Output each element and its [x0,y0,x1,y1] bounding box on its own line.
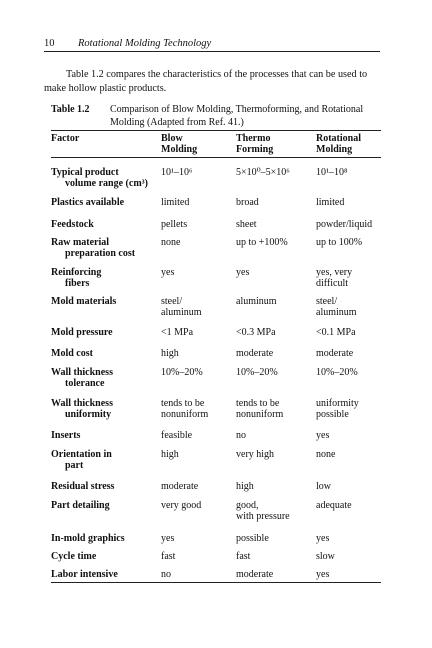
table-cell-blow [161,219,233,230]
cell-line: moderate [236,348,274,359]
cell-line: nonuniform [236,409,284,420]
table-caption-text: Comparison of Blow Molding, Thermoforming, and Rotational Molding (Adapted from Ref. 41.) [110,104,364,128]
table-cell-blow [161,237,233,248]
cell-line: difficult [316,278,349,289]
cell-line: yes [161,267,175,278]
cell-line: Orientation in [51,449,112,460]
table-cell-blow [161,327,233,338]
cell-line: very good [161,500,202,511]
cell-line: Wall thickness [51,398,113,409]
cell-line: Typical product [51,167,119,178]
cell-line: good, [236,500,259,511]
cell-line: no [236,430,246,441]
table-cell-factor [51,327,159,338]
cell-line: 10%–20% [236,367,278,378]
table-cell-blow [161,551,233,562]
table-cell-blow [161,167,233,178]
cell-line: uniformity [65,409,112,420]
table-top-rule [51,130,381,131]
table-cell-factor [51,449,159,471]
cell-line: 10¹–10⁶ [161,167,193,178]
table-cell-thermo [236,551,314,562]
cell-line: Raw material [51,237,110,248]
column-header-line: Thermo [236,133,271,144]
table-cell-blow [161,296,233,318]
table-cell-thermo [236,237,314,248]
cell-line: steel/ [316,296,338,307]
table-cell-thermo [236,167,314,178]
cell-line: 10%–20% [316,367,358,378]
cell-line: <0.1 MPa [316,327,356,338]
cell-line: yes, very [316,267,353,278]
column-header-blow-molding [161,133,197,155]
table-cell-factor [51,533,159,544]
table-cell-factor [51,267,159,289]
table-cell-factor [51,481,159,492]
cell-line: preparation cost [65,248,136,259]
cell-line: yes [236,267,250,278]
cell-line: yes [161,533,175,544]
cell-line: fibers [65,278,90,289]
cell-line: with pressure [236,511,290,522]
cell-line: fast [161,551,176,562]
cell-line: tolerance [65,378,105,389]
cell-line: Mold cost [51,348,93,359]
table-cell-rotational [316,430,386,441]
cell-line: <1 MPa [161,327,194,338]
table-cell-blow [161,367,233,378]
cell-line: moderate [316,348,354,359]
cell-line: high [161,348,179,359]
table-cell-thermo [236,500,314,522]
cell-line: Labor intensive [51,569,118,580]
table-cell-rotational [316,348,386,359]
table-cell-blow [161,197,233,208]
table-cell-rotational [316,327,386,338]
table-cell-factor [51,167,159,189]
table-cell-rotational [316,219,386,230]
table-cell-factor [51,197,159,208]
page-number: 10 [44,38,55,49]
cell-line: aluminum [161,307,202,318]
table-cell-rotational [316,449,386,460]
cell-line: volume range (cm³) [65,178,148,189]
cell-line: Wall thickness [51,367,113,378]
cell-line: adequate [316,500,352,511]
cell-line: tends to be [236,398,280,409]
table-cell-thermo [236,348,314,359]
cell-line: Cycle time [51,551,97,562]
cell-line: yes [316,430,330,441]
column-header-line: Forming [236,144,274,155]
table-cell-rotational [316,533,386,544]
table-cell-rotational [316,267,386,289]
table-cell-factor [51,551,159,562]
cell-line: <0.3 MPa [236,327,276,338]
cell-line: high [236,481,254,492]
cell-line: moderate [161,481,199,492]
table-cell-thermo [236,219,314,230]
cell-line: fast [236,551,251,562]
table-label: Table 1.2 [51,104,90,115]
table-cell-factor [51,367,159,389]
table-cell-blow [161,267,233,278]
column-header-line: Molding [161,144,198,155]
table-cell-thermo [236,296,314,307]
cell-line: feasible [161,430,193,441]
table-cell-thermo [236,367,314,378]
table-cell-thermo [236,533,314,544]
cell-line: sheet [236,219,257,230]
table-cell-rotational [316,296,386,318]
cell-line: yes [316,569,330,580]
cell-line: low [316,481,331,492]
cell-line: nonuniform [161,409,209,420]
table-cell-blow [161,430,233,441]
table-cell-blow [161,481,233,492]
cell-line: none [161,237,181,248]
cell-line: none [316,449,336,460]
cell-line: 5×10⁰–5×10⁶ [236,167,290,178]
cell-line: slow [316,551,335,562]
cell-line: powder/liquid [316,219,373,230]
table-cell-factor [51,237,159,259]
column-header-rotational-molding [316,133,361,155]
cell-line: aluminum [316,307,357,318]
table-cell-factor [51,430,159,441]
table-cell-rotational [316,551,386,562]
table-cell-blow [161,398,233,420]
cell-line: up to 100% [316,237,363,248]
table-cell-thermo [236,398,314,420]
table-cell-thermo [236,481,314,492]
cell-line: high [161,449,179,460]
table-cell-thermo [236,197,314,208]
cell-line: yes [316,533,330,544]
cell-line: aluminum [236,296,277,307]
table-cell-thermo [236,569,314,580]
table-cell-thermo [236,430,314,441]
cell-line: tends to be [161,398,205,409]
table-cell-factor [51,398,159,420]
cell-line: steel/ [161,296,183,307]
table-cell-thermo [236,267,314,278]
cell-line: Mold materials [51,296,117,307]
cell-line: limited [316,197,345,208]
table-cell-blow [161,500,233,511]
table-cell-blow [161,348,233,359]
cell-line: Feedstock [51,219,94,230]
cell-line: uniformity [316,398,359,409]
table-cell-rotational [316,237,386,248]
cell-line: moderate [236,569,274,580]
cell-line: Plastics available [51,197,125,208]
table-cell-factor [51,348,159,359]
column-header-line: Molding [316,144,353,155]
table-cell-rotational [316,167,386,178]
cell-line: possible [236,533,269,544]
column-header-factor: Factor [51,133,80,144]
intro-paragraph: Table 1.2 compares the characteristics of the processes that can be used to make hollow plastic products. [44,69,368,94]
column-header-line: Blow [161,133,183,144]
table-cell-rotational [316,367,386,378]
cell-line: possible [316,409,349,420]
column-header-line: Rotational [316,133,361,144]
table-cell-blow [161,449,233,460]
cell-line: no [161,569,171,580]
table-cell-factor [51,569,159,580]
cell-line: Part detailing [51,500,110,511]
cell-line: Inserts [51,430,81,441]
cell-line: In-mold graphics [51,533,125,544]
cell-line: 10¹–10⁸ [316,167,348,178]
cell-line: Mold pressure [51,327,113,338]
header-rule [44,51,380,52]
cell-line: limited [161,197,190,208]
table-cell-thermo [236,449,314,460]
cell-line: Reinforcing [51,267,102,278]
table-cell-thermo [236,327,314,338]
table-cell-blow [161,533,233,544]
cell-line: part [65,460,84,471]
cell-line: up to +100% [236,237,288,248]
cell-line: 10%–20% [161,367,203,378]
table-cell-rotational [316,481,386,492]
cell-line: Residual stress [51,481,115,492]
running-header [44,38,392,52]
table-cell-blow [161,569,233,580]
table-header-rule [51,157,381,158]
cell-line: pellets [161,219,188,230]
table-cell-factor [51,500,159,511]
cell-line: broad [236,197,259,208]
cell-line: very high [236,449,275,460]
running-title: Rotational Molding Technology [78,38,212,49]
column-header-thermo-forming [236,133,273,155]
table-cell-factor [51,296,159,307]
table-cell-rotational [316,569,386,580]
table-cell-rotational [316,197,386,208]
table-cell-rotational [316,500,386,511]
table-cell-factor [51,219,159,230]
table-cell-rotational [316,398,386,420]
table-bottom-rule [51,582,381,583]
